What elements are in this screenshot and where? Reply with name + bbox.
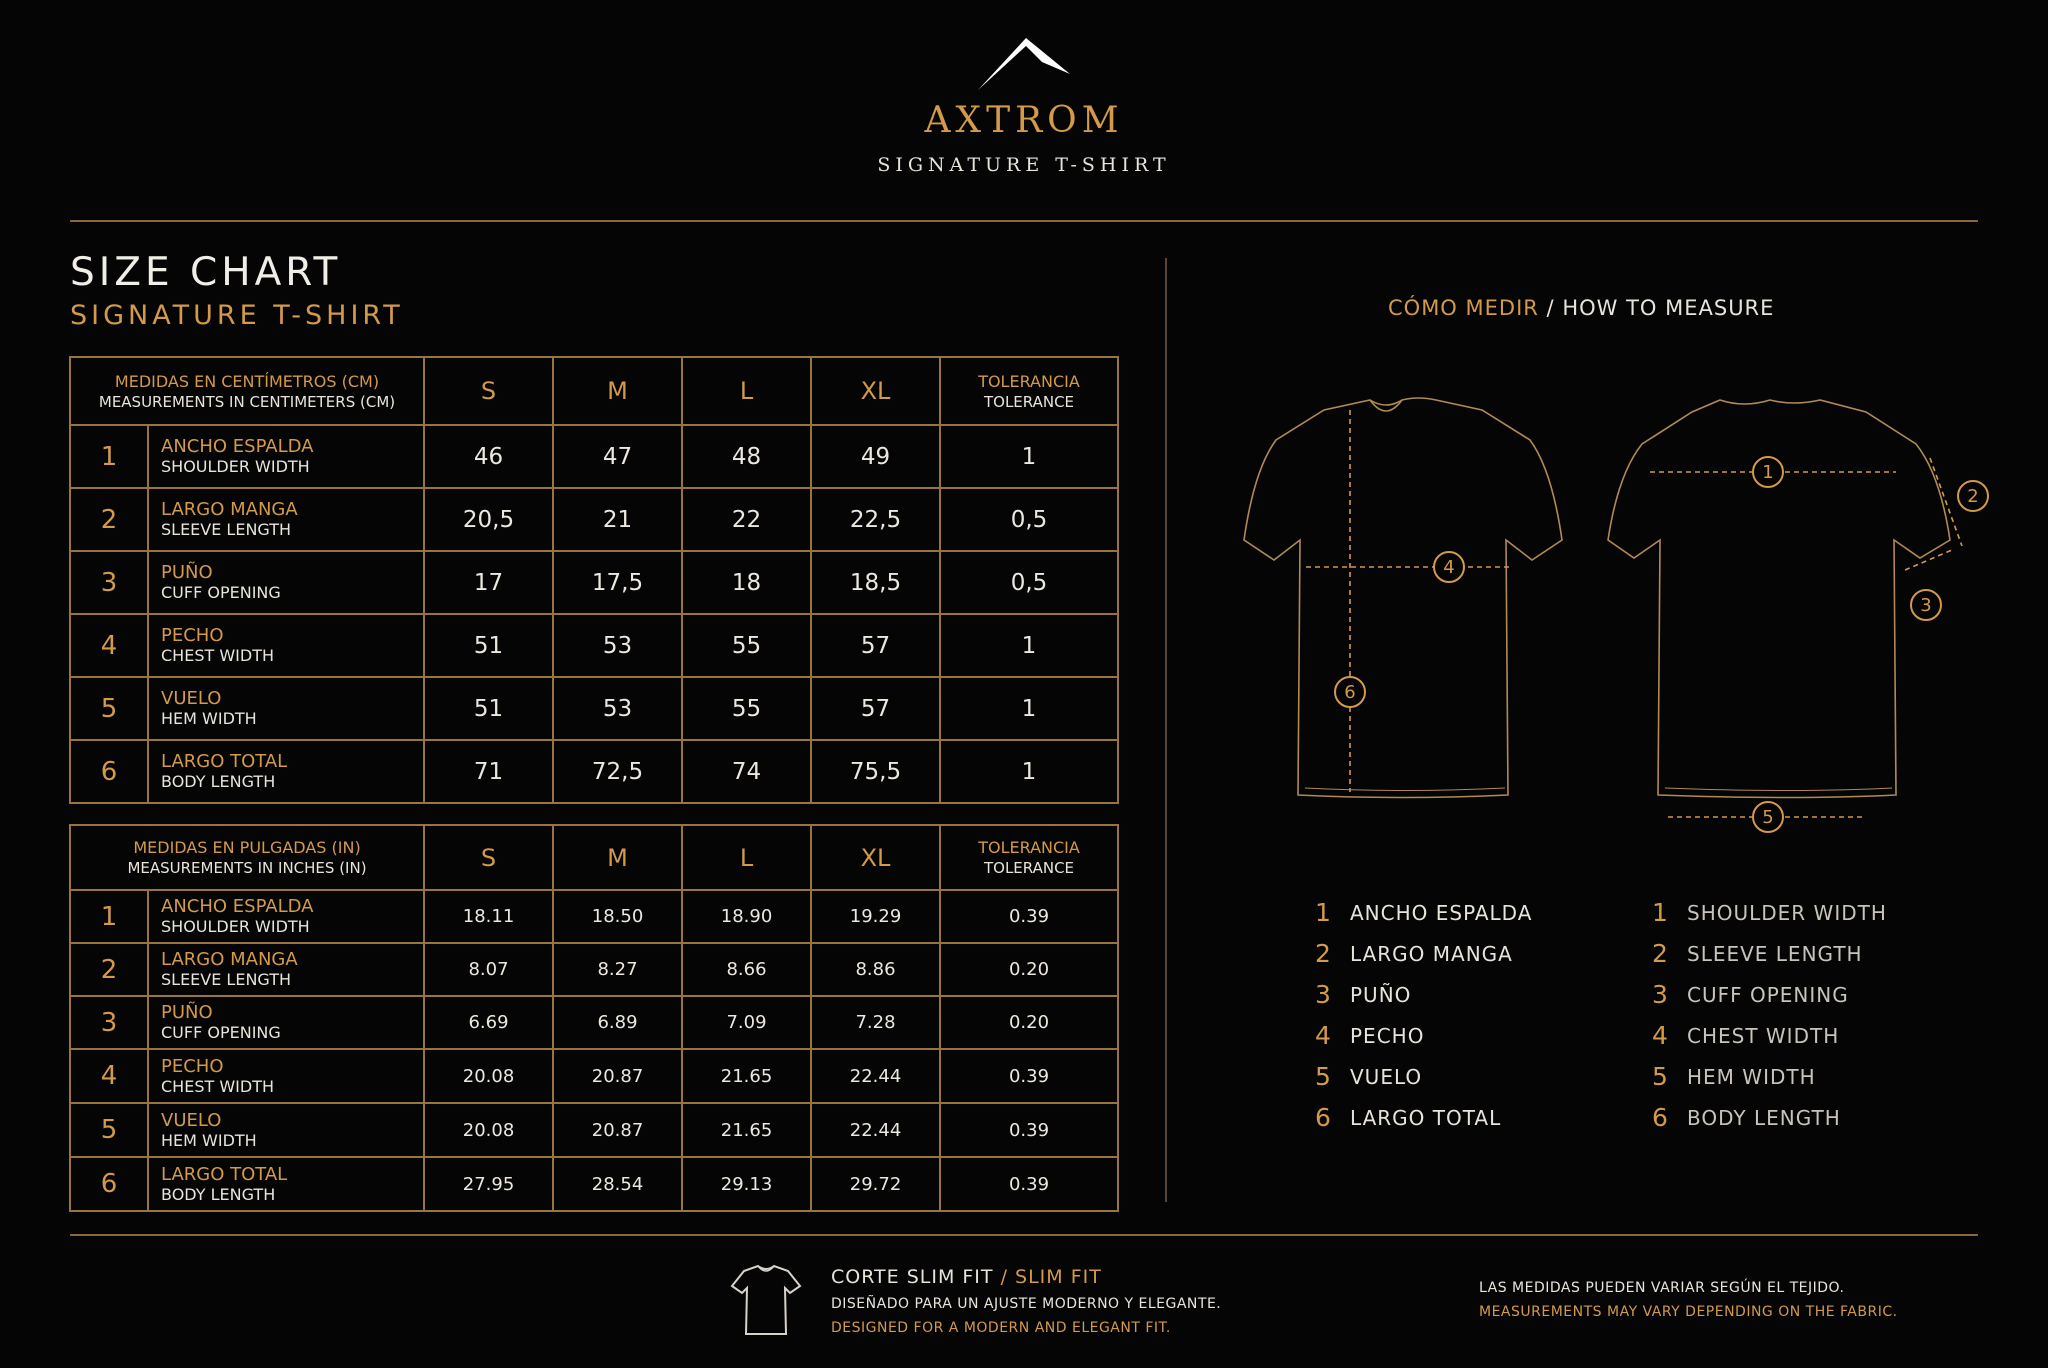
- legend-item: 5 HEM WIDTH: [1652, 1062, 1816, 1091]
- how-to-measure-title: CÓMO MEDIR / HOW TO MEASURE: [1388, 296, 1775, 320]
- table-row: [70, 890, 1118, 943]
- legend-item: 2 LARGO MANGA: [1315, 939, 1513, 968]
- cell-value: 7.09: [682, 996, 811, 1049]
- cell-tolerance: 1: [940, 614, 1118, 677]
- cell-tolerance: 1: [940, 740, 1118, 803]
- legend-item: 6 BODY LENGTH: [1652, 1103, 1841, 1132]
- row-label: ANCHO ESPALDA SHOULDER WIDTH: [148, 890, 424, 943]
- legend-item: 5 VUELO: [1315, 1062, 1423, 1091]
- row-number: 3: [70, 551, 148, 614]
- legend-item: 3 PUÑO: [1315, 980, 1412, 1009]
- row-label: LARGO TOTAL BODY LENGTH: [148, 1157, 424, 1211]
- row-label: PECHO CHEST WIDTH: [148, 1049, 424, 1103]
- tshirt-measure-diagram: [1210, 390, 2000, 840]
- size-header-s: S: [424, 825, 553, 890]
- page-subtitle: SIGNATURE T-SHIRT: [70, 300, 404, 331]
- bottom-divider: [70, 1234, 1978, 1236]
- legend-item: 4 PECHO: [1315, 1021, 1425, 1050]
- size-header-m: M: [553, 825, 682, 890]
- cell-value: 55: [682, 677, 811, 740]
- cell-value: 47: [553, 425, 682, 488]
- fit-title: CORTE SLIM FIT / SLIM FIT: [831, 1266, 1102, 1288]
- cell-value: 18: [682, 551, 811, 614]
- cell-value: 20.87: [553, 1049, 682, 1103]
- size-table-cm: [69, 356, 1119, 804]
- row-number: 1: [70, 890, 148, 943]
- cell-value: 57: [811, 677, 940, 740]
- row-number: 2: [70, 943, 148, 996]
- cell-value: 21.65: [682, 1103, 811, 1157]
- cell-value: 28.54: [553, 1157, 682, 1211]
- table-row: [70, 551, 1118, 614]
- legend-item: 4 CHEST WIDTH: [1652, 1021, 1840, 1050]
- fit-description-en: DESIGNED FOR A MODERN AND ELEGANT FIT.: [831, 1320, 1171, 1336]
- legend-item: 1 ANCHO ESPALDA: [1315, 898, 1533, 927]
- table-row: [70, 488, 1118, 551]
- row-number: 5: [70, 677, 148, 740]
- row-label: PECHO CHEST WIDTH: [148, 614, 424, 677]
- cell-value: 22.44: [811, 1049, 940, 1103]
- marker-4-label: 4: [1443, 557, 1455, 578]
- cell-value: 6.69: [424, 996, 553, 1049]
- marker-1-label: 1: [1762, 462, 1774, 483]
- cell-value: 18,5: [811, 551, 940, 614]
- table-row: [70, 1157, 1118, 1211]
- row-label: VUELO HEM WIDTH: [148, 1103, 424, 1157]
- legend-english: [1652, 892, 1887, 1138]
- cell-value: 29.13: [682, 1157, 811, 1211]
- cell-value: 8.07: [424, 943, 553, 996]
- row-label: LARGO TOTAL BODY LENGTH: [148, 740, 424, 803]
- row-label: VUELO HEM WIDTH: [148, 677, 424, 740]
- table-row: [70, 614, 1118, 677]
- cell-value: 74: [682, 740, 811, 803]
- cell-value: 21.65: [682, 1049, 811, 1103]
- table-row: [70, 425, 1118, 488]
- cell-value: 49: [811, 425, 940, 488]
- back-tshirt-icon: [1608, 400, 1950, 798]
- row-number: 6: [70, 1157, 148, 1211]
- cell-value: 21: [553, 488, 682, 551]
- cell-tolerance: 0.39: [940, 1049, 1118, 1103]
- row-number: 4: [70, 614, 148, 677]
- row-label: PUÑO CUFF OPENING: [148, 996, 424, 1049]
- measurement-header: MEDIDAS EN PULGADAS (IN) MEASUREMENTS IN INCHES (IN): [70, 825, 424, 890]
- cell-value: 7.28: [811, 996, 940, 1049]
- row-number: 6: [70, 740, 148, 803]
- size-header-l: L: [682, 357, 811, 425]
- cell-value: 75,5: [811, 740, 940, 803]
- cell-tolerance: 0.20: [940, 943, 1118, 996]
- cell-value: 17,5: [553, 551, 682, 614]
- brand-product: SIGNATURE T-SHIRT: [877, 154, 1171, 176]
- table-header-row: [70, 357, 1118, 425]
- cell-value: 8.86: [811, 943, 940, 996]
- size-header-xl: XL: [811, 825, 940, 890]
- cell-value: 48: [682, 425, 811, 488]
- cell-value: 57: [811, 614, 940, 677]
- legend-item: 1 SHOULDER WIDTH: [1652, 898, 1887, 927]
- cell-tolerance: 0,5: [940, 488, 1118, 551]
- row-number: 3: [70, 996, 148, 1049]
- cell-value: 20.08: [424, 1049, 553, 1103]
- cell-value: 46: [424, 425, 553, 488]
- cell-value: 22: [682, 488, 811, 551]
- cell-tolerance: 0,5: [940, 551, 1118, 614]
- cell-value: 8.27: [553, 943, 682, 996]
- cell-value: 71: [424, 740, 553, 803]
- cell-value: 18.50: [553, 890, 682, 943]
- cell-value: 53: [553, 677, 682, 740]
- fabric-note-en: MEASUREMENTS MAY VARY DEPENDING ON THE FABRIC.: [1479, 1304, 1898, 1320]
- table-row: [70, 740, 1118, 803]
- table-row: [70, 1049, 1118, 1103]
- size-header-s: S: [424, 357, 553, 425]
- brand-logo-icon: [976, 34, 1072, 94]
- table-row: [70, 1103, 1118, 1157]
- cell-value: 72,5: [553, 740, 682, 803]
- cell-value: 22,5: [811, 488, 940, 551]
- cell-tolerance: 0.39: [940, 1157, 1118, 1211]
- row-number: 5: [70, 1103, 148, 1157]
- table-row: [70, 677, 1118, 740]
- top-divider: [70, 220, 1978, 222]
- legend-item: 2 SLEEVE LENGTH: [1652, 939, 1863, 968]
- marker-3-label: 3: [1920, 595, 1932, 616]
- cell-value: 20.08: [424, 1103, 553, 1157]
- vertical-divider: [1165, 258, 1167, 1202]
- cell-tolerance: 0.20: [940, 996, 1118, 1049]
- page-title: SIZE CHART: [70, 250, 342, 295]
- fabric-note-es: LAS MEDIDAS PUEDEN VARIAR SEGÚN EL TEJIDO.: [1479, 1280, 1845, 1296]
- front-tshirt-icon: [1244, 398, 1562, 798]
- cell-value: 51: [424, 677, 553, 740]
- brand-name: AXTROM: [924, 100, 1124, 141]
- cell-value: 17: [424, 551, 553, 614]
- cell-value: 20.87: [553, 1103, 682, 1157]
- size-header-l: L: [682, 825, 811, 890]
- cell-value: 19.29: [811, 890, 940, 943]
- size-header-xl: XL: [811, 357, 940, 425]
- table-header-row: [70, 825, 1118, 890]
- marker-2-label: 2: [1967, 486, 1979, 507]
- table-row: [70, 943, 1118, 996]
- size-header-m: M: [553, 357, 682, 425]
- cell-value: 20,5: [424, 488, 553, 551]
- cell-value: 27.95: [424, 1157, 553, 1211]
- row-number: 1: [70, 425, 148, 488]
- cell-value: 6.89: [553, 996, 682, 1049]
- cell-tolerance: 1: [940, 425, 1118, 488]
- cell-value: 8.66: [682, 943, 811, 996]
- cell-value: 51: [424, 614, 553, 677]
- cell-tolerance: 0.39: [940, 1103, 1118, 1157]
- cell-value: 18.11: [424, 890, 553, 943]
- row-label: PUÑO CUFF OPENING: [148, 551, 424, 614]
- row-label: LARGO MANGA SLEEVE LENGTH: [148, 488, 424, 551]
- row-label: LARGO MANGA SLEEVE LENGTH: [148, 943, 424, 996]
- marker-5-label: 5: [1762, 807, 1774, 828]
- measurement-header: MEDIDAS EN CENTÍMETROS (CM) MEASUREMENTS IN CENTIMETERS (CM): [70, 357, 424, 425]
- row-number: 2: [70, 488, 148, 551]
- row-label: ANCHO ESPALDA SHOULDER WIDTH: [148, 425, 424, 488]
- table-row: [70, 996, 1118, 1049]
- cell-tolerance: 1: [940, 677, 1118, 740]
- size-table-inches: [69, 824, 1119, 1212]
- cell-value: 18.90: [682, 890, 811, 943]
- cell-value: 22.44: [811, 1103, 940, 1157]
- legend-spanish: [1315, 892, 1532, 1138]
- legend-item: 3 CUFF OPENING: [1652, 980, 1849, 1009]
- tolerance-header: TOLERANCIA TOLERANCE: [940, 357, 1118, 425]
- tolerance-header: TOLERANCIA TOLERANCE: [940, 825, 1118, 890]
- cell-value: 55: [682, 614, 811, 677]
- cell-value: 29.72: [811, 1157, 940, 1211]
- marker-6-label: 6: [1344, 682, 1356, 703]
- slim-fit-tshirt-icon: [730, 1262, 802, 1338]
- cell-value: 53: [553, 614, 682, 677]
- header: [0, 0, 2048, 222]
- row-number: 4: [70, 1049, 148, 1103]
- legend-item: 6 LARGO TOTAL: [1315, 1103, 1502, 1132]
- fit-description-es: DISEÑADO PARA UN AJUSTE MODERNO Y ELEGANTE.: [831, 1296, 1222, 1312]
- cell-tolerance: 0.39: [940, 890, 1118, 943]
